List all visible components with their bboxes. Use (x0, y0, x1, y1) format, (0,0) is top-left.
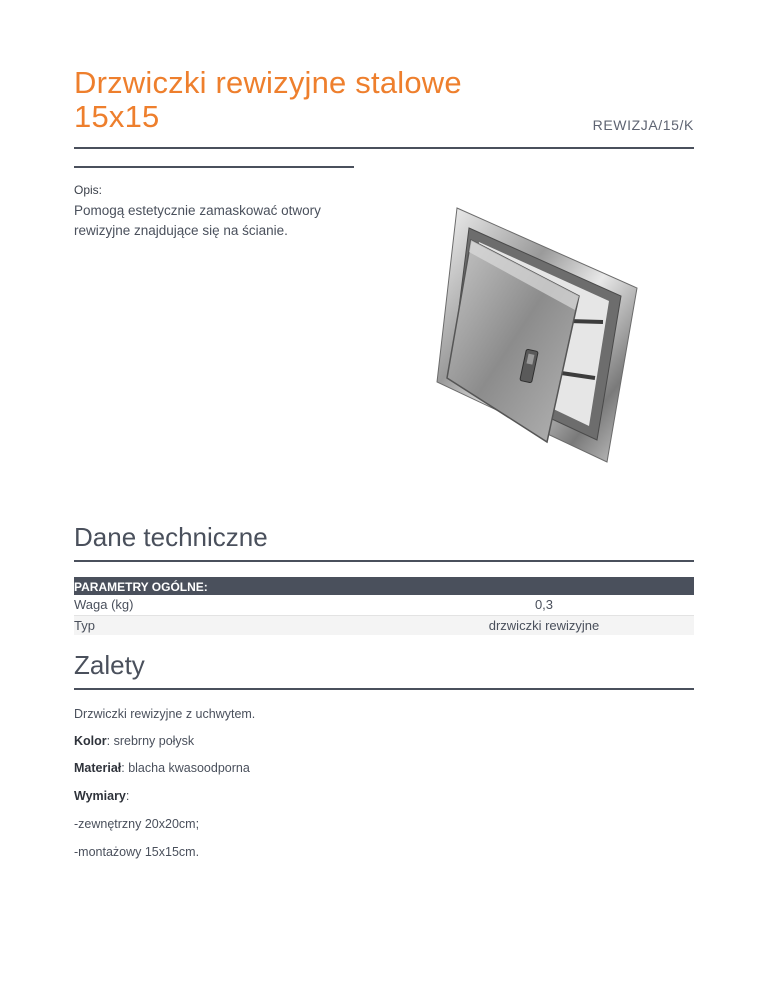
table-header: PARAMETRY OGÓLNE: (74, 579, 208, 594)
title-block (74, 66, 594, 134)
divider (74, 166, 354, 168)
table-header-row (74, 577, 694, 595)
technical-heading: Dane techniczne (74, 522, 268, 552)
table-row (74, 615, 694, 635)
divider (74, 560, 694, 562)
table-row (74, 595, 694, 615)
color-label: Kolor (74, 734, 107, 748)
material-label: Materiał (74, 761, 122, 775)
material-value: : blacha kwasoodporna (121, 761, 250, 775)
advantage-intro: Drzwiczki rewizyjne z uchwytem. (74, 707, 256, 721)
advantage-dimensions (74, 789, 129, 803)
param-label: Waga (kg) (74, 597, 134, 613)
description-text: Pomogą estetycznie zamaskować otwory rewizyjne znajdujące się na ścianie. (74, 203, 321, 238)
color-value: : srebrny połysk (106, 734, 195, 748)
param-value: 0,3 (534, 597, 554, 613)
product-image (425, 200, 655, 475)
advantage-material (74, 761, 250, 775)
product-title-line1: Drzwiczki rewizyjne stalowe (74, 65, 462, 100)
advantage-color (74, 734, 194, 748)
dimension-outer: -zewnętrzny 20x20cm; (74, 817, 200, 831)
description-label: Opis: (74, 183, 103, 197)
divider (74, 688, 694, 690)
product-title-line2: 15x15 (74, 99, 160, 134)
parameters-table (74, 577, 694, 635)
divider (74, 147, 694, 149)
param-label: Typ (74, 617, 95, 633)
param-value: drzwiczki rewizyjne (488, 617, 600, 633)
advantages-heading: Zalety (74, 650, 145, 680)
dimension-mount: -montażowy 15x15cm. (74, 845, 200, 859)
product-sku: REWIZJA/15/K (592, 117, 694, 133)
dimensions-suffix: : (125, 789, 130, 803)
dimensions-label: Wymiary (74, 789, 126, 803)
